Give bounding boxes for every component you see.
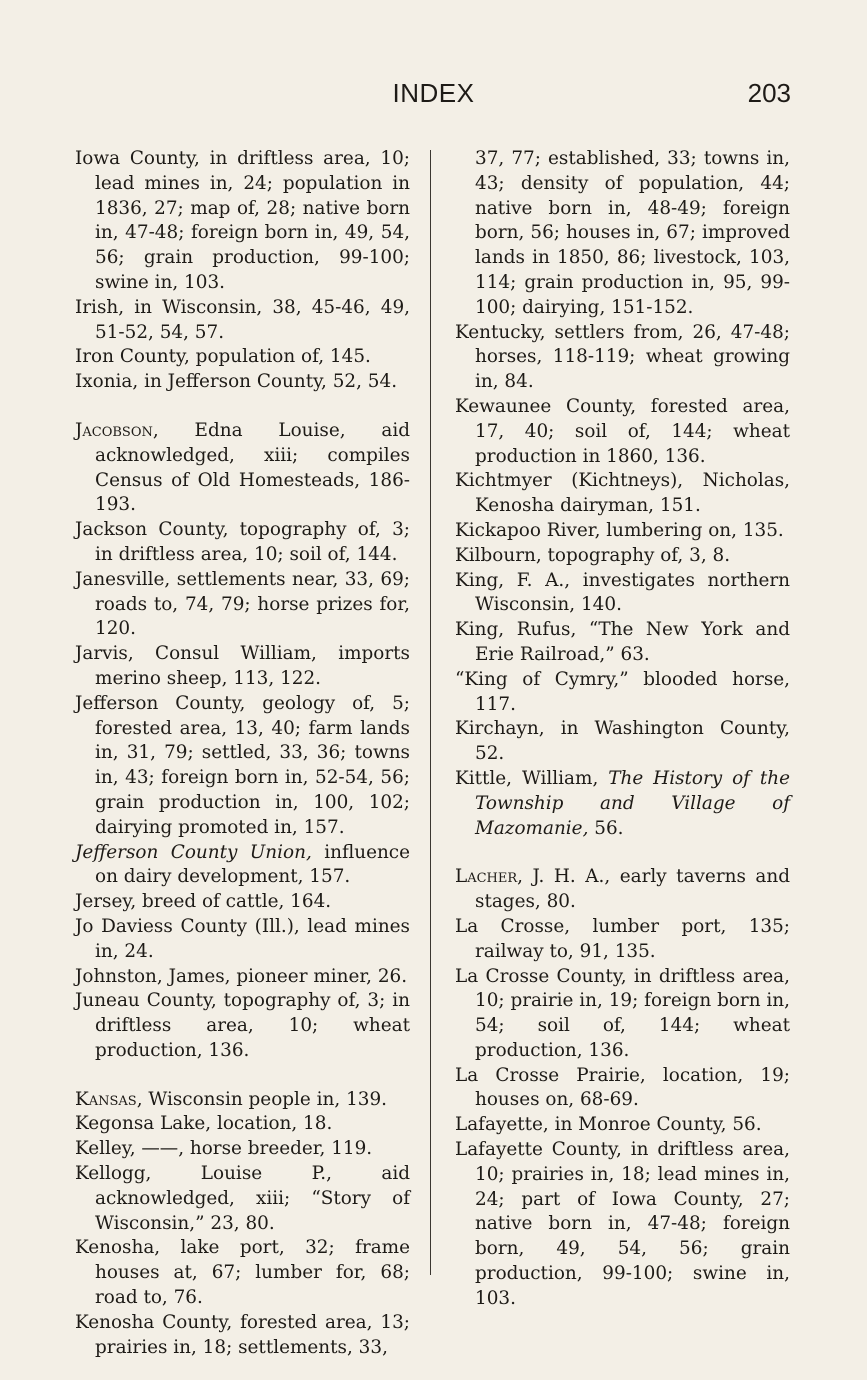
index-entry — [455, 469, 790, 519]
entry-italic-title: Jefferson County Union, — [75, 841, 312, 863]
index-entry — [75, 1311, 410, 1361]
entry-text: Kegonsa Lake, location, 18. — [75, 1113, 333, 1135]
entry-text: Ixonia, in Jefferson County, 52, 54. — [75, 371, 398, 393]
index-entry — [75, 989, 410, 1063]
page-header — [0, 78, 867, 118]
section-gap — [455, 841, 790, 865]
index-entry — [455, 519, 790, 544]
entry-heading: Jacobson, — [75, 419, 159, 441]
entry-text: Kenosha County, forested area, 13; prairies in, 18; settlements, 33, — [75, 1311, 410, 1358]
index-entry — [75, 345, 410, 370]
page-number: 203 — [747, 78, 791, 108]
entry-text: “King of Cymry,” blooded horse, 117. — [455, 668, 790, 715]
index-entry — [75, 1137, 410, 1162]
entry-text: Johnston, James, pioneer miner, 26. — [75, 965, 408, 987]
index-entry — [455, 395, 790, 469]
index-entry — [455, 915, 790, 965]
entry-text: 56. — [588, 817, 624, 839]
index-entry — [455, 618, 790, 668]
index-entry — [455, 965, 790, 1064]
entry-text: La Crosse Prairie, location, 19; houses on, 68-69. — [455, 1064, 790, 1111]
entry-text: Kentucky, settlers from, 26, 47-48; horses, 118-119; wheat growing in, 84. — [455, 321, 790, 393]
entry-italic-title: The History of the Township and Village of Mazomanie, — [475, 767, 791, 839]
entry-text: King, F. A., investigates northern Wisconsin, 140. — [455, 569, 790, 616]
index-entry — [455, 1064, 790, 1114]
index-entry — [75, 890, 410, 915]
index-entry — [75, 915, 410, 965]
index-entry — [75, 296, 410, 346]
index-entry — [75, 1236, 410, 1310]
index-entry — [75, 568, 410, 642]
index-entry — [75, 642, 410, 692]
index-entry — [455, 569, 790, 619]
section-gap — [75, 1064, 410, 1088]
entry-text: Edna Louise, aid acknowledged, xiii; compiles Census of Old Homesteads, 186-193. — [95, 419, 410, 516]
entry-text: Kelley, ——, horse breeder, 119. — [75, 1138, 373, 1160]
entry-text: Kirchayn, in Washington County, 52. — [455, 718, 790, 765]
entry-text: Kickapoo River, lumbering on, 135. — [455, 519, 784, 541]
index-entry — [455, 865, 790, 915]
index-entry — [75, 965, 410, 990]
index-entry — [455, 544, 790, 569]
entry-prefix: Kittle, William, — [455, 767, 609, 789]
entry-text: Kilbourn, topography of, 3, 8. — [455, 544, 731, 566]
index-entry — [455, 321, 790, 395]
entry-text: Jackson County, topography of, 3; in driftless area, 10; soil of, 144. — [75, 519, 410, 565]
index-entry — [455, 147, 790, 321]
entry-text: Wisconsin people in, 139. — [142, 1088, 388, 1110]
entry-text: Jefferson County, geology of, 5; forested area, 13, 40; farm lands in, 31, 79; settled, 33, 36; towns in, 43; foreign born in, 52-54, 56; grain production in, 100, 102; dairying promoted in, 157. — [75, 692, 410, 838]
index-entry — [455, 767, 790, 841]
index-entry — [455, 1138, 790, 1312]
index-entry — [75, 370, 410, 395]
entry-text: Iowa County, in driftless area, 10; lead mines in, 24; population in 1836, 27; map of, 28; native born in, 47-48; foreign born in, 49, 54, 56; grain production, 99-100; swine in, 103. — [75, 148, 410, 293]
entry-text: Kewaunee County, forested area, 17, 40; soil of, 144; wheat production in 1860, 136. — [455, 395, 790, 467]
index-entry — [75, 518, 410, 568]
entry-text: Jersey, breed of cattle, 164. — [75, 891, 332, 913]
index-entry — [75, 1112, 410, 1137]
entry-text: La Crosse County, in driftless area, 10; prairie in, 19; foreign born in, 54; soil of, 144; wheat production, 136. — [455, 965, 790, 1061]
index-column-left — [75, 147, 410, 1360]
column-divider — [430, 150, 431, 1275]
entry-text: Juneau County, topography of, 3; in driftless area, 10; wheat production, 136. — [75, 990, 410, 1061]
entry-text: Kenosha, lake port, 32; frame houses at, 67; lumber for, 68; road to, 76. — [75, 1237, 410, 1309]
index-entry — [75, 692, 410, 841]
index-entry — [75, 1088, 410, 1113]
index-column-right — [455, 147, 790, 1312]
entry-text: Lafayette County, in driftless area, 10; prairies in, 18; lead mines in, 24; part of Iowa County, 27; native born in, 47-48; foreign born, 49, 54, 56; grain production, 99-100; swine in, 103. — [455, 1139, 790, 1309]
entry-text: Iron County, population of, 145. — [75, 346, 371, 368]
entry-text: Lafayette, in Monroe County, 56. — [455, 1114, 762, 1136]
index-entry — [75, 841, 410, 891]
section-gap — [75, 395, 410, 419]
entry-text: King, Rufus, “The New York and Erie Railroad,” 63. — [455, 619, 790, 665]
entry-heading: Kansas, — [75, 1088, 143, 1110]
index-entry — [75, 1162, 410, 1236]
entry-text: J. H. A., early taverns and stages, 80. — [475, 866, 790, 913]
running-title: INDEX — [392, 78, 475, 108]
index-entry — [455, 1113, 790, 1138]
entry-text: Irish, in Wisconsin, 38, 45-46, 49, 51-52, 54, 57. — [75, 296, 410, 343]
entry-text: Jo Daviess County (Ill.), lead mines in, 24. — [75, 915, 410, 962]
entry-text: influence on dairy development, 157. — [95, 841, 410, 888]
entry-text: Janesville, settlements near, 33, 69; roads to, 74, 79; horse prizes for, 120. — [75, 568, 410, 640]
entry-text: Kichtmyer (Kichtneys), Nicholas, Kenosha dairyman, 151. — [455, 470, 790, 517]
index-entry — [455, 717, 790, 767]
index-entry — [455, 668, 790, 718]
index-entry — [75, 419, 410, 518]
index-entry — [75, 147, 410, 296]
entry-text: La Crosse, lumber port, 135; railway to, 91, 135. — [455, 915, 790, 962]
entry-text: Kellogg, Louise P., aid acknowledged, xiii; “Story of Wisconsin,” 23, 80. — [75, 1163, 410, 1234]
entry-heading: Lacher, — [455, 866, 524, 888]
entry-text: Jarvis, Consul William, imports merino sheep, 113, 122. — [75, 643, 410, 689]
entry-text: 37, 77; established, 33; towns in, 43; density of population, 44; native born in, 48-49; foreign born, 56; houses in, 67; improved lands in 1850, 86; livestock, 103, 114; grain production in, 95, 99-100; dairying, 151-152. — [475, 148, 790, 318]
